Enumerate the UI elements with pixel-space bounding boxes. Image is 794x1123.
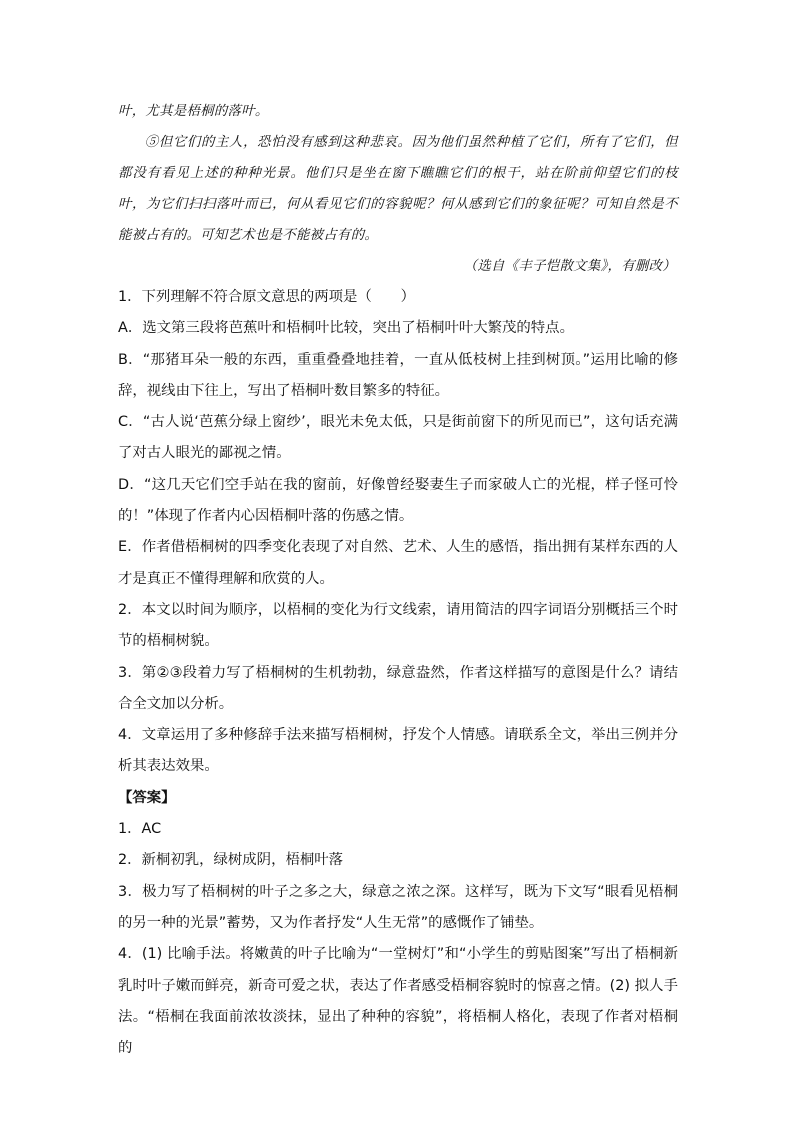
question-1-option-e: E．作者借梧桐树的四季变化表现了对自然、艺术、人生的感悟，指出拥有某样东西的人才是真正不懂得理解和欣赏的人。	[118, 539, 678, 587]
answer-3: 3．极力写了梧桐树的叶子之多之大，绿意之浓之深。这样写，既为下文写“眼看见梧桐的另一种的光景”蓄势，又为作者抒发“人生无常”的感慨作了铺垫。	[118, 883, 678, 931]
question-4: 4．文章运用了多种修辞手法来描写梧桐树，抒发个人情感。请联系全文，举出三例并分析其表达效果。	[118, 727, 678, 775]
answer-heading: 【答案】	[118, 789, 176, 806]
questions-section	[118, 282, 678, 783]
question-1-option-a: A．选文第三段将芭蕉叶和梧桐叶比较，突出了梧桐叶叶大繁茂的特点。	[118, 320, 574, 337]
passage-excerpt	[118, 96, 678, 282]
passage-continuation-line: 叶，尤其是梧桐的落叶。	[118, 104, 269, 119]
document-page	[118, 96, 678, 1064]
passage-paragraph-5: ⑤但它们的主人，恐怕没有感到这种悲哀。因为他们虽然种植了它们，所有了它们，但都没有看见上述的种种光景。他们只是坐在窗下瞧瞧它们的根干，站在阶前仰望它们的枝叶，为它们扫扫落叶而已，何从看见它们的容貌呢？何从感到它们的象征呢？可知自然是不能被占有的。可知艺术也是不能被占有的。	[118, 135, 678, 243]
question-1-option-c: C．“古人说‘芭蕉分绿上窗纱’，眼光未免太低，只是街前窗下的所见而已”，这句话充满了对古人眼光的鄙视之情。	[118, 414, 678, 462]
passage-source: （选自《丰子恺散文集》，有删改）	[463, 259, 676, 274]
answer-4: 4．(1) 比喻手法。将嫩黄的叶子比喻为“一堂树灯”和“小学生的剪贴图案”写出了梧桐新乳时叶子嫩而鲜亮，新奇可爱之状，表达了作者感受梧桐容貌时的惊喜之情。(2) 拟人手法。“梧桐在我面前浓妆淡抹，显出了种种的容貌”，将梧桐人格化，表现了作者对梧桐的	[118, 946, 678, 1057]
question-1-option-d: D．“这几天它们空手站在我的窗前，好像曾经娶妻生子而家破人亡的光棍，样子怪可怜的！”体现了作者内心因梧桐叶落的伤感之情。	[118, 476, 678, 525]
answer-2: 2．新桐初乳，绿树成阴，梧桐叶落	[118, 852, 344, 869]
question-2: 2．本文以时间为顺序，以梧桐的变化为行文线索，请用简洁的四字词语分别概括三个时节的梧桐树貌。	[118, 601, 678, 650]
answers-section	[118, 783, 678, 1065]
question-3: 3．第②③段着力写了梧桐树的生机勃勃，绿意盎然，作者这样描写的意图是什么？请结合全文加以分析。	[118, 664, 678, 712]
answer-1: 1．AC	[118, 821, 162, 838]
question-1: 1．下列理解不符合原文意思的两项是（ ）	[118, 289, 415, 305]
question-1-option-b: B．“那猪耳朵一般的东西，重重叠叠地挂着，一直从低枝树上挂到树顶。”运用比喻的修辞，视线由下往上，写出了梧桐叶数目繁多的特征。	[118, 351, 678, 399]
